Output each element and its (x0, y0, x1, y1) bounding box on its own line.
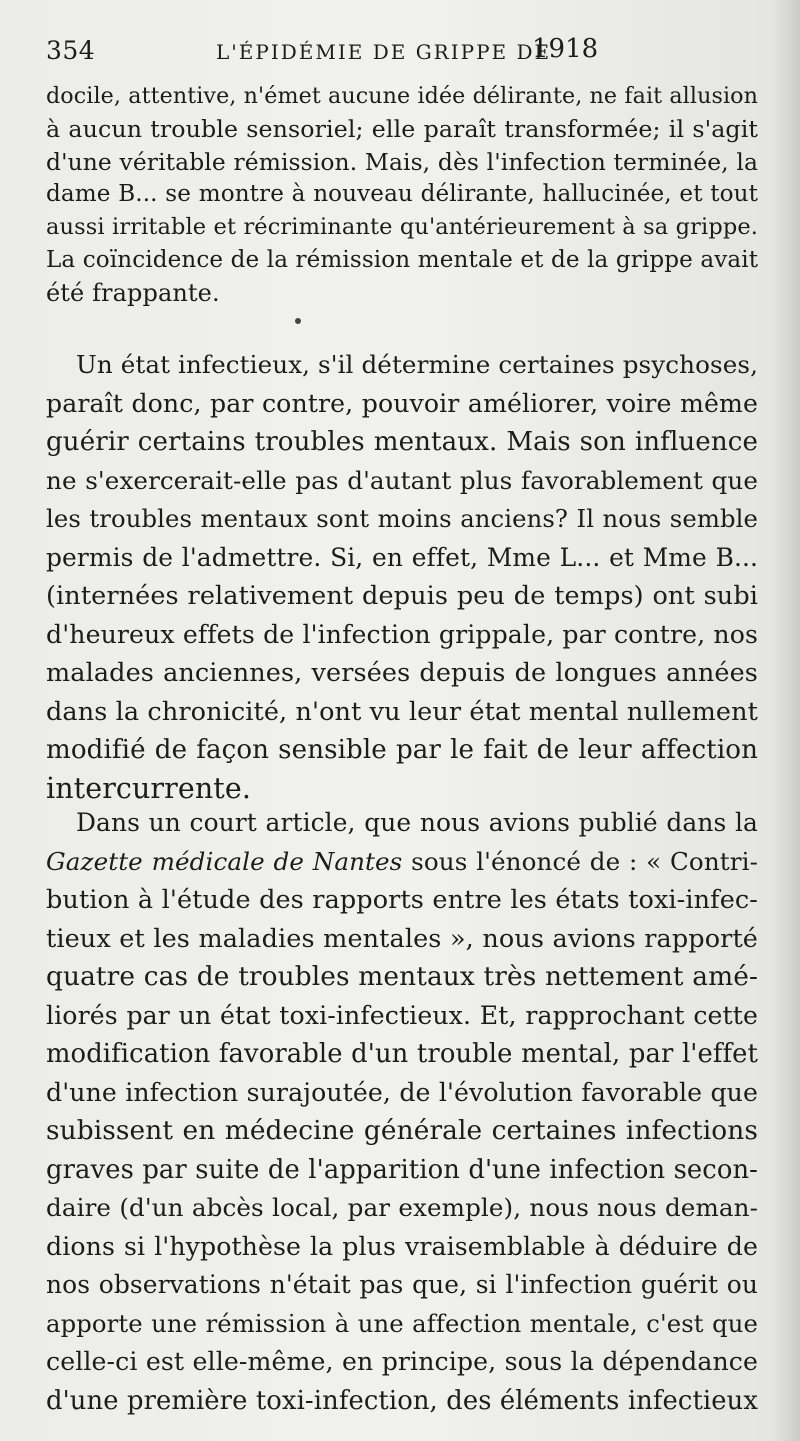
text-line: modification favorable d'un trouble mental, par l'effet (46, 1039, 758, 1069)
text-line: apporte une rémission à une affection mentale, c'est que (46, 1308, 758, 1338)
page-edge-shadow (772, 0, 800, 1441)
text-line: malades anciennes, versées depuis de longues années (46, 658, 758, 688)
journal-title: Gazette médicale de Nantes (46, 846, 403, 876)
text-fragment: sous l'énoncé de : « Contri- (402, 846, 758, 876)
running-header (46, 34, 746, 74)
ink-speck (295, 318, 301, 324)
running-year: 1918 (532, 34, 599, 64)
text-line: dans la chronicité, n'ont vu leur état mental nullement (46, 696, 758, 727)
page-number: 354 (46, 36, 96, 65)
text-line: Dans un court article, que nous avions publié dans la (76, 808, 758, 837)
text-line: (internées relativement depuis peu de temps) ont subi (46, 581, 758, 611)
text-line: d'une infection surajoutée, de l'évolution favorable que (46, 1077, 758, 1107)
text-line: graves par suite de l'apparition d'une infection secon- (46, 1154, 758, 1185)
text-line: quatre cas de troubles mentaux très nettement amé- (46, 961, 758, 992)
text-line: d'heureux effets de l'infection grippale, par contre, nos (46, 619, 758, 649)
text-line: à aucun trouble sensoriel; elle paraît transformée; il s'agit (46, 114, 758, 143)
text-line: tieux et les maladies mentales », nous avions rapporté (46, 923, 758, 954)
text-line: daire (d'un abcès local, par exemple), nous nous deman- (46, 1193, 758, 1222)
text-line: paraît donc, par contre, pouvoir améliorer, voire même (46, 388, 758, 418)
text-line-with-citation (46, 843, 758, 882)
text-line: dions si l'hypothèse la plus vraisemblable à déduire de (46, 1231, 758, 1261)
text-line: dame B... se montre à nouveau délirante, hallucinée, et tout (46, 181, 758, 208)
text-line: nos observations n'était pas que, si l'infection guérit ou (46, 1270, 758, 1299)
text-line: aussi irritable et récriminante qu'antérieurement à sa grippe. (46, 214, 758, 241)
text-line: d'une véritable rémission. Mais, dès l'infection terminée, la (46, 147, 758, 176)
text-line: La coïncidence de la rémission mentale et de la grippe avait (46, 246, 759, 273)
text-line: les troubles mentaux sont moins anciens? Il nous semble (46, 504, 758, 533)
text-line: guérir certains troubles mentaux. Mais son influence (46, 427, 758, 457)
text-line: Un état infectieux, s'il détermine certaines psychoses, (76, 350, 758, 379)
text-line: permis de l'admettre. Si, en effet, Mme L... et Mme B... (46, 542, 758, 572)
case-report-paragraph (46, 80, 758, 310)
text-line: modifié de façon sensible par le fait de leur affection (46, 735, 758, 765)
text-line: d'une première toxi-infection, des éléments infectieux (46, 1385, 758, 1416)
running-title: L'ÉPIDÉMIE DE GRIPPE DE (216, 40, 552, 64)
body-paragraph-1 (46, 346, 758, 808)
text-line: liorés par un état toxi-infectieux. Et, rapprochant cette (46, 1000, 758, 1030)
text-line: celle-ci est elle-même, en principe, sous la dépendance (46, 1347, 758, 1376)
text-line: été frappante. (46, 278, 220, 307)
body-paragraph-2 (46, 804, 758, 1420)
text-line: ne s'exercerait-elle pas d'autant plus favorablement que (46, 465, 758, 495)
text-line: subissent en médecine générale certaines infections (46, 1115, 758, 1146)
text-line: bution à l'étude des rapports entre les états toxi-infec- (46, 885, 758, 915)
text-line: docile, attentive, n'émet aucune idée délirante, ne fait allusion (46, 83, 758, 109)
text-line: intercurrente. (46, 771, 251, 805)
